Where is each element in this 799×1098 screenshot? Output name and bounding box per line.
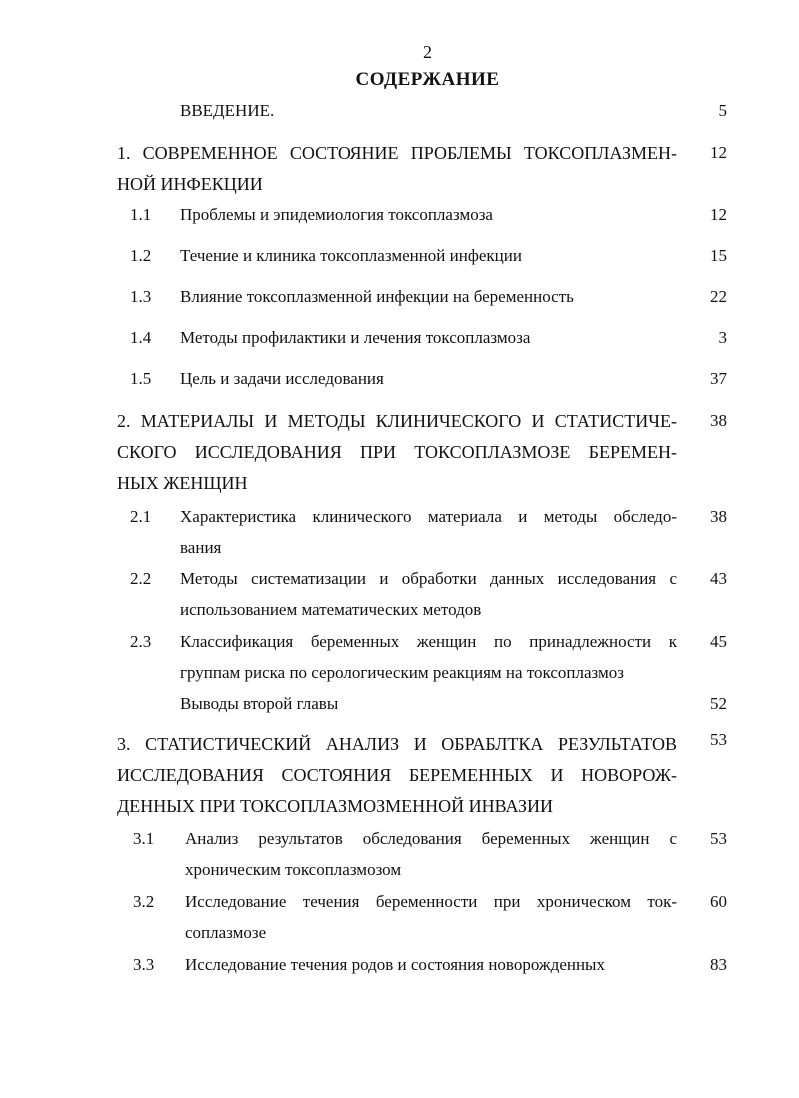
toc-section-title-line1: Методы систематизации и обработки данных исследования с <box>180 569 677 588</box>
toc-intro-page: 5 <box>718 101 727 120</box>
toc-section-number: 1.1 <box>130 205 152 224</box>
toc-section-page: 38 <box>710 507 727 526</box>
toc-section-title-line1: Характеристика клинического материала и методы обследо- <box>180 507 677 526</box>
toc-conclusions-page: 52 <box>710 694 727 713</box>
toc-section-number: 1.4 <box>130 328 152 347</box>
toc-section-title-line2: хроническим токсоплазмозом <box>185 860 402 879</box>
page-number: 2 <box>423 42 432 62</box>
page-title: СОДЕРЖАНИЕ <box>355 69 500 90</box>
toc-ch3-title-line3: ДЕННЫХ ПРИ ТОКСОПЛАЗМОЗМЕННОЙ ИНВАЗИИ <box>117 796 554 816</box>
toc-ch3-title-line1: 3. СТАТИСТИЧЕСКИЙ АНАЛИЗ И ОБРАБЛТКА РЕЗУЛЬТАТОВ <box>117 734 677 754</box>
toc-ch1-title-line1: 1. СОВРЕМЕННОЕ СОСТОЯНИЕ ПРОБЛЕМЫ ТОКСОПЛАЗМЕН- <box>117 143 677 163</box>
toc-section-page: 53 <box>710 829 727 848</box>
toc-section-page: 3 <box>718 328 727 347</box>
toc-section-page: 83 <box>710 955 727 974</box>
toc-section-title: Влияние токсоплазменной инфекции на беременность <box>180 287 574 306</box>
toc-section-page: 45 <box>710 632 727 651</box>
toc-section-title-line1: Исследование течения беременности при хроническом ток- <box>185 892 677 911</box>
toc-ch3-page: 53 <box>710 730 727 749</box>
toc-section-number: 3.2 <box>133 892 155 911</box>
toc-section-number: 1.5 <box>130 369 152 388</box>
toc-ch2-page: 38 <box>710 411 727 430</box>
toc-section-page: 37 <box>710 369 727 388</box>
toc-intro-label: ВВЕДЕНИЕ. <box>180 101 275 120</box>
toc-section-title-line2: использованием математических методов <box>180 600 482 619</box>
toc-ch2-title-line1: 2. МАТЕРИАЛЫ И МЕТОДЫ КЛИНИЧЕСКОГО И СТАТИСТИЧЕ- <box>117 411 677 431</box>
toc-section-title-line2: вания <box>180 538 222 557</box>
toc-section-title: Исследование течения родов и состояния новорожденных <box>185 955 605 974</box>
toc-section-page: 22 <box>710 287 727 306</box>
toc-section-page: 43 <box>710 569 727 588</box>
toc-section-title-line2: соплазмозе <box>185 923 267 942</box>
toc-section-title: Течение и клиника токсоплазменной инфекции <box>180 246 522 265</box>
toc-section-title: Проблемы и эпидемиология токсоплазмоза <box>180 205 493 224</box>
toc-section-number: 2.1 <box>130 507 152 526</box>
toc-section-number: 1.3 <box>130 287 152 306</box>
toc-ch1-page: 12 <box>710 143 727 162</box>
toc-section-title-line2: группам риска по серологическим реакциям на токсоплазмоз <box>180 663 624 682</box>
toc-section-number: 1.2 <box>130 246 152 265</box>
toc-section-number: 3.3 <box>133 955 155 974</box>
toc-conclusions-title: Выводы второй главы <box>180 694 339 713</box>
toc-ch1-title-line2: НОЙ ИНФЕКЦИИ <box>117 174 263 194</box>
toc-section-title-line1: Анализ результатов обследования беременных женщин с <box>185 829 677 848</box>
toc-section-number: 2.2 <box>130 569 152 588</box>
toc-section-number: 3.1 <box>133 829 155 848</box>
toc-section-title-line1: Классификация беременных женщин по принадлежности к <box>180 632 677 651</box>
toc-ch2-title-line3: НЫХ ЖЕНЩИН <box>117 473 248 493</box>
toc-section-page: 12 <box>710 205 727 224</box>
toc-section-number: 2.3 <box>130 632 152 651</box>
toc-ch3-title-line2: ИССЛЕДОВАНИЯ СОСТОЯНИЯ БЕРЕМЕННЫХ И НОВОРОЖ- <box>117 765 677 785</box>
toc-ch2-title-line2: СКОГО ИССЛЕДОВАНИЯ ПРИ ТОКСОПЛАЗМОЗЕ БЕРЕМЕН- <box>117 442 677 462</box>
toc-section-title: Цель и задачи исследования <box>180 369 384 388</box>
toc-section-page: 15 <box>710 246 727 265</box>
toc-section-page: 60 <box>710 892 727 911</box>
toc-section-title: Методы профилактики и лечения токсоплазмоза <box>180 328 531 347</box>
